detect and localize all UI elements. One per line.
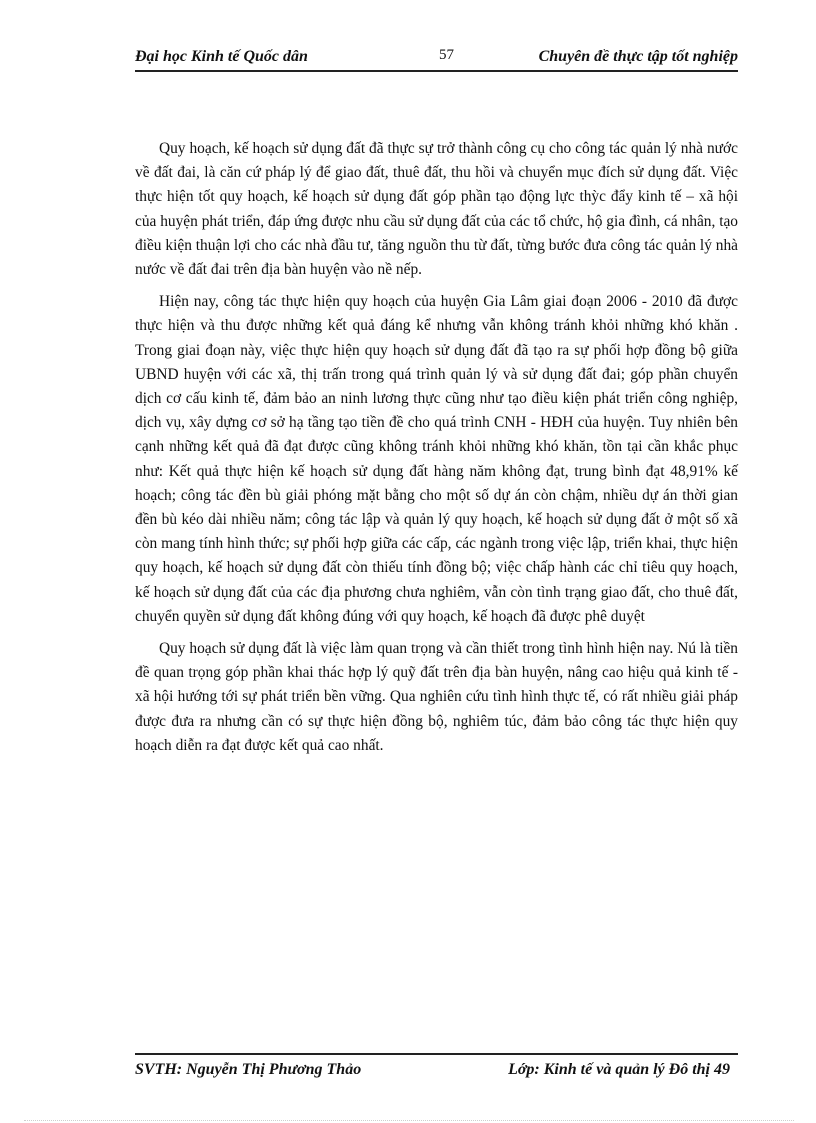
footer-student: SVTH: Nguyễn Thị Phương Thảo (135, 1061, 362, 1078)
paragraph-1: Quy hoạch, kế hoạch sử dụng đất đã thực sự trở thành công cụ cho công tác quản lý nhà nước về đất đai, là căn cứ pháp lý để giao đất, thuê đất, thu hồi và chuyển mục đích sử dụng đất. Việc thực hiện tốt quy hoạch, kế hoạch sử dụng đất góp phần tạo động lực thỳc đẩy kinh tế – xã hội của huyện phát triển, đáp ứng được nhu cầu sử dụng đất của các tổ chức, hộ gia đình, cá nhân, tạo điều kiện thuận lợi cho các nhà đầu tư, tăng nguồn thu từ đất, từng bước đưa công tác quản lý nhà nước về đất đai trên địa bàn huyện vào nề nếp. (135, 140, 738, 279)
page-number: 57 (439, 47, 454, 63)
page-header (135, 44, 738, 72)
header-university: Đại học Kinh tế Quốc dân (135, 48, 308, 65)
paragraph-2: Hiện nay, công tác thực hiện quy hoạch của huyện Gia Lâm giai đoạn 2006 - 2010 đã được thực hiện và thu được những kết quả đáng kể nhưng vẫn không tránh khỏi những khó khăn . Trong giai đoạn này, việc thực hiện quy hoạch sử dụng đất đã tạo ra sự phối hợp đồng bộ giữa UBND huyện với các xã, thị trấn trong quá trình quản lý và sử dụng đất đai; góp phần chuyển dịch cơ cấu kinh tế, đảm bảo an ninh lương thực cũng như tạo điều kiện phát triển công nghiệp, dịch vụ, xây dựng cơ sở hạ tầng tạo tiền đề cho quá trình CNH - HĐH của huyện. Tuy nhiên bên cạnh những kết quả đã đạt được cũng không tránh khỏi những khó khăn, tồn tại cần khắc phục như: Kết quả thực hiện kế hoạch sử dụng đất hàng năm không đạt, trung bình đạt 48,91% kế hoạch; công tác đền bù giải phóng mặt bằng cho một số dự án còn chậm, nhiều dự án thời gian đền bù kéo dài nhiều năm; công tác lập và quản lý quy hoạch, kế hoạch sử dụng đất ở một số xã còn mang tính hình thức; sự phối hợp giữa các cấp, các ngành trong việc lập, triển khai, thực hiện quy hoạch, kế hoạch sử dụng đất còn thiếu tính đồng bộ; việc chấp hành các chỉ tiêu quy hoạch, kế hoạch sử dụng đất của các địa phương chưa nghiêm, vẫn còn tình trạng giao đất, cho thuê đất, chuyển quyền sử dụng đất không đúng với quy hoạch, kế hoạch đã được phê duyệt (135, 293, 738, 625)
page-edge-divider (24, 1120, 794, 1121)
document-body (135, 137, 738, 766)
header-report-title: Chuyên đề thực tập tốt nghiệp (538, 48, 738, 65)
page-footer (135, 1053, 738, 1085)
footer-class: Lớp: Kinh tế và quản lý Đô thị 49 (508, 1061, 730, 1078)
paragraph-3: Quy hoạch sử dụng đất là việc làm quan trọng và cần thiết trong tình hình hiện nay. Nú là tiền đề quan trọng góp phần khai thác hợp lý quỹ đất trên địa bàn huyện, nâng cao hiệu quả kinh tế - xã hội hướng tới sự phát triển bền vững. Qua nghiên cứu tình hình thực tế, có rất nhiều giải pháp được đưa ra nhưng cần có sự thực hiện đồng bộ, nghiêm túc, đảm bảo công tác thực hiện quy hoạch diễn ra đạt được kết quả cao nhất. (135, 640, 738, 754)
